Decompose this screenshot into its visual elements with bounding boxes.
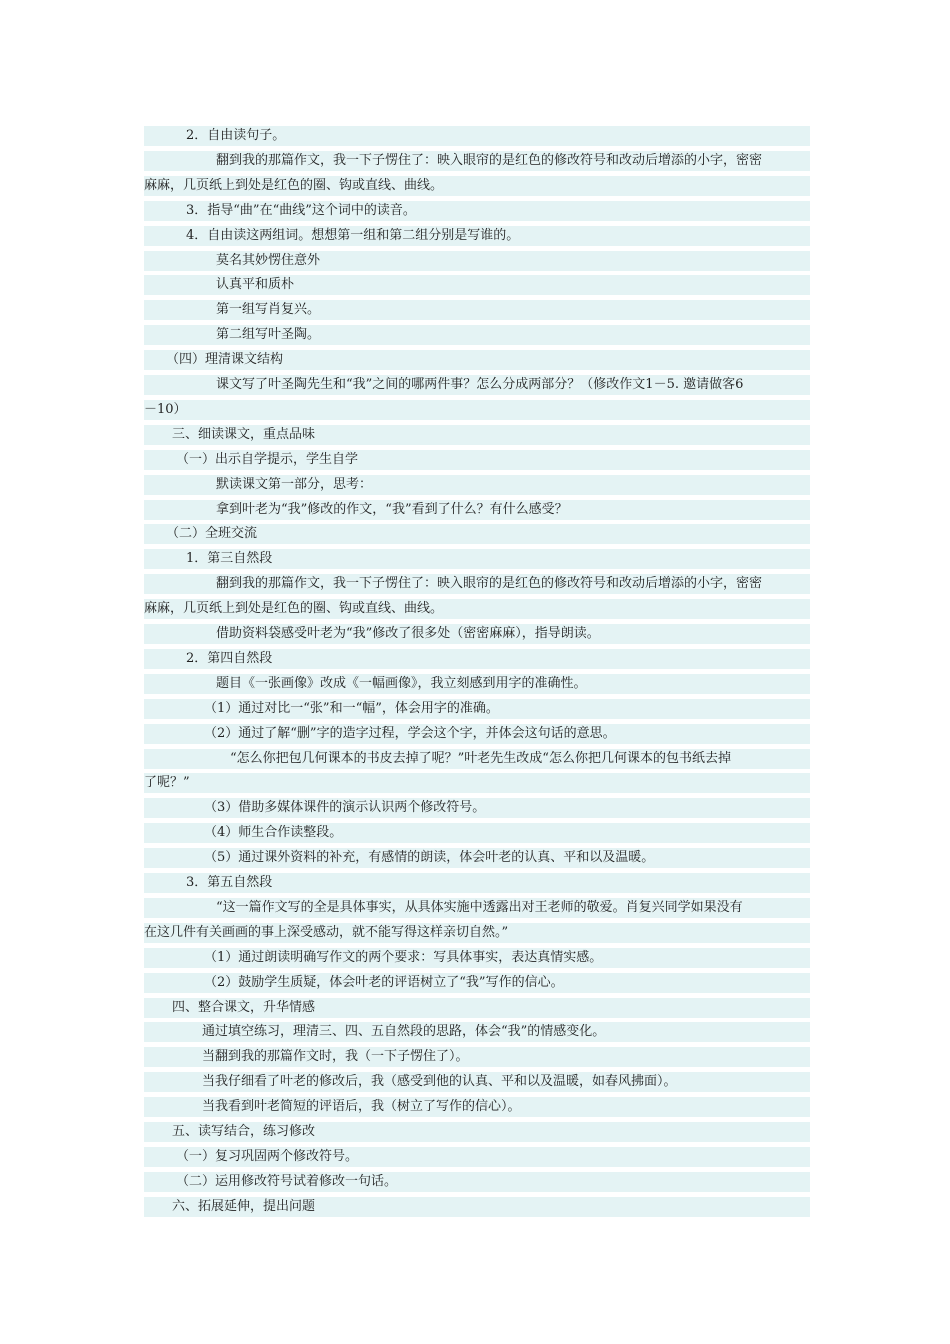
- text-line: [144, 226, 810, 246]
- line-text: 五、读写结合，练习修改: [172, 1124, 316, 1139]
- text-line: [144, 773, 810, 793]
- text-line: [144, 251, 810, 271]
- text-line: [144, 699, 810, 719]
- line-text: 2．第四自然段: [186, 651, 273, 666]
- line-text: 当翻到我的那篇作文时，我（一下子愣住了）。: [202, 1049, 469, 1064]
- text-line: [144, 325, 810, 345]
- text-line: [144, 998, 810, 1018]
- text-line: [144, 400, 810, 420]
- text-line: [144, 375, 810, 395]
- line-text: 莫名其妙愣住意外: [216, 253, 321, 268]
- line-text: 拿到叶老为“我”修改的作文，“我”看到了什么？有什么感受？: [216, 502, 568, 517]
- text-line: [144, 1072, 810, 1092]
- text-line: [144, 126, 810, 146]
- line-text: 第二组写叶圣陶。: [216, 327, 321, 342]
- text-line: [144, 674, 810, 694]
- line-text: 在这几件有关画画的事上深受感动，就不能写得这样亲切自然。”: [144, 925, 509, 940]
- line-text: （四）理清课文结构: [166, 352, 284, 367]
- text-line: [144, 1172, 810, 1192]
- line-text: 当我看到叶老简短的评语后，我（树立了写作的信心）。: [202, 1099, 521, 1114]
- line-text: （一）出示自学提示，学生自学: [176, 452, 359, 467]
- text-line: [144, 300, 810, 320]
- line-text: （二）运用修改符号试着修改一句话。: [176, 1174, 398, 1189]
- text-line: [144, 973, 810, 993]
- line-text: 三、细读课文，重点品味: [172, 427, 316, 442]
- line-text: 六、拓展延伸，提出问题: [172, 1199, 316, 1214]
- text-line: [144, 848, 810, 868]
- text-line: [144, 624, 810, 644]
- line-text: 翻到我的那篇作文，我一下子愣住了：映入眼帘的是红色的修改符号和改动后增添的小字，密密: [216, 153, 763, 168]
- text-line: [144, 798, 810, 818]
- text-line: [144, 1147, 810, 1167]
- text-line: [144, 549, 810, 569]
- text-line: [144, 1097, 810, 1117]
- line-text: 当我仔细看了叶老的修改后，我（感受到他的认真、平和以及温暖，如春风拂面）。: [202, 1074, 677, 1089]
- line-text: 题目《一张画像》改成《一幅画像》，我立刻感到用字的准确性。: [216, 676, 587, 691]
- text-line: [144, 1122, 810, 1142]
- line-text: 麻麻，几页纸上到处是红色的圈、钩或直线、曲线。: [144, 601, 444, 616]
- line-text: （二）全班交流: [166, 526, 258, 541]
- line-text: 2．自由读句子。: [186, 128, 286, 143]
- text-line: [144, 948, 810, 968]
- text-line: [144, 425, 810, 445]
- text-line: [144, 599, 810, 619]
- line-text: （1）通过朗读明确写作文的两个要求：写具体事实，表达真情实感。: [204, 950, 603, 965]
- text-line: [144, 873, 810, 893]
- line-text: 翻到我的那篇作文，我一下子愣住了：映入眼帘的是红色的修改符号和改动后增添的小字，密密: [216, 576, 763, 591]
- line-text: 1．第三自然段: [186, 551, 273, 566]
- line-text: 了呢？”: [144, 775, 190, 790]
- line-text: （5）通过课外资料的补充，有感情的朗读，体会叶老的认真、平和以及温暖。: [204, 850, 655, 865]
- line-text: 4．自由读这两组词。想想第一组和第二组分别是写谁的。: [186, 228, 520, 243]
- text-line: [144, 275, 810, 295]
- text-line: [144, 151, 810, 171]
- text-line: [144, 724, 810, 744]
- text-line: [144, 524, 810, 544]
- text-line: [144, 350, 810, 370]
- line-text: －10）: [144, 402, 187, 417]
- line-text: 3．指导“曲”在“曲线”这个词中的读音。: [186, 203, 416, 218]
- line-text: 四、整合课文，升华情感: [172, 1000, 316, 1015]
- line-text: （1）通过对比一“张”和一“幅”，体会用字的准确。: [204, 701, 499, 716]
- line-text: （4）师生合作读整段。: [204, 825, 343, 840]
- text-line: [144, 923, 810, 943]
- line-text: “怎么你把包几何课本的书皮去掉了呢？”叶老先生改成“怎么你把几何课本的包书纸去掉: [230, 751, 731, 766]
- line-text: 借助资料袋感受叶老为“我”修改了很多处（密密麻麻），指导朗读。: [216, 626, 600, 641]
- text-line: [144, 1047, 810, 1067]
- text-line: [144, 176, 810, 196]
- text-line: [144, 649, 810, 669]
- line-text: 通过填空练习，理清三、四、五自然段的思路，体会“我”的情感变化。: [202, 1024, 606, 1039]
- line-text: 第一组写肖复兴。: [216, 302, 321, 317]
- text-line: [144, 201, 810, 221]
- text-line: [144, 749, 810, 769]
- text-line: [144, 823, 810, 843]
- text-line: [144, 898, 810, 918]
- line-text: “这一篇作文写的全是具体事实，从具体实施中透露出对王老师的敬爱。肖复兴同学如果没有: [216, 900, 743, 915]
- line-text: 3．第五自然段: [186, 875, 273, 890]
- line-text: 认真平和质朴: [216, 277, 295, 292]
- line-text: （2）通过了解“删”字的造字过程，学会这个字，并体会这句话的意思。: [204, 726, 616, 741]
- line-text: （2）鼓励学生质疑，体会叶老的评语树立了“我”写作的信心。: [204, 975, 564, 990]
- text-line: [144, 574, 810, 594]
- text-line: [144, 1022, 810, 1042]
- line-text: 默读课文第一部分，思考：: [216, 477, 373, 492]
- text-line: [144, 475, 810, 495]
- line-text: 麻麻，几页纸上到处是红色的圈、钩或直线、曲线。: [144, 178, 444, 193]
- text-line: [144, 1197, 810, 1217]
- text-line: [144, 500, 810, 520]
- line-text: （3）借助多媒体课件的演示认识两个修改符号。: [204, 800, 486, 815]
- text-line: [144, 450, 810, 470]
- line-text: 课文写了叶圣陶先生和“我”之间的哪两件事？怎么分成两部分？（修改作文1－5. 邀请做客6: [216, 377, 744, 392]
- line-text: （一）复习巩固两个修改符号。: [176, 1149, 359, 1164]
